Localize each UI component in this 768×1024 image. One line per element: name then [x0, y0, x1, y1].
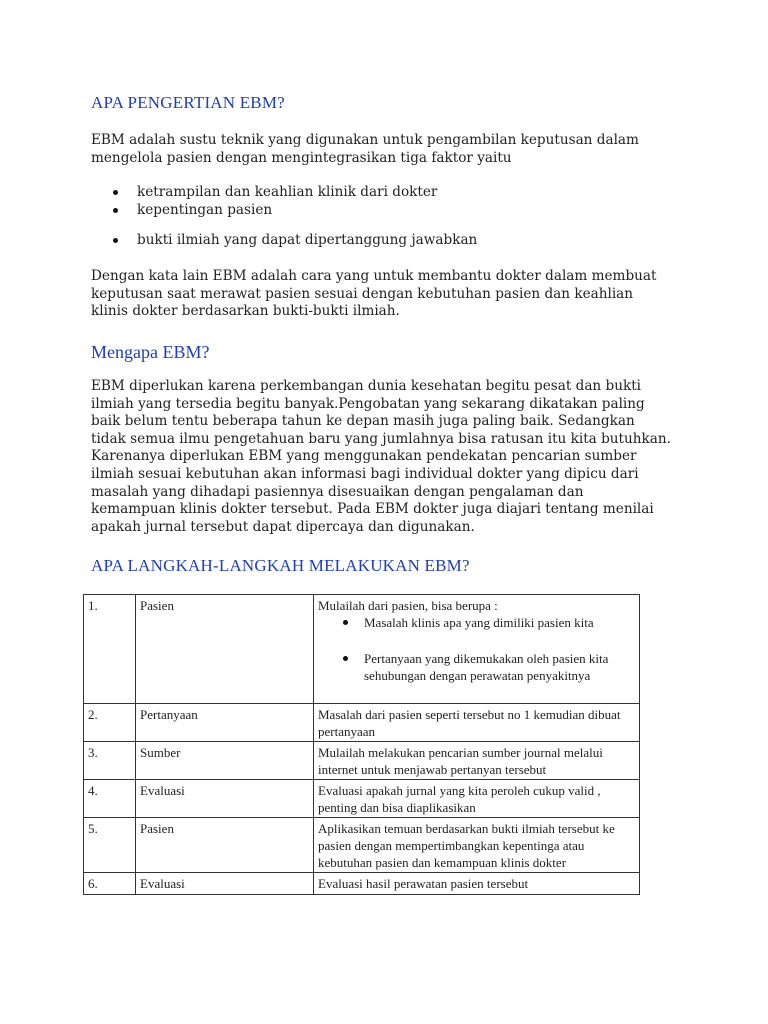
table-row — [84, 780, 640, 818]
intro-paragraph: EBM adalah sustu teknik yang digunakan untuk pengambilan keputusan dalam mengelola pasien dengan mengintegrasikan tiga faktor yaitu — [91, 132, 639, 166]
table-row — [84, 595, 640, 704]
heading-pengertian: APA PENGERTIAN EBM? — [91, 93, 285, 112]
bullet-icon — [113, 208, 118, 213]
step-description: Mulailah dari pasien, bisa berupa : Masalah klinis apa yang dimiliki pasien kita Pertanyaan yang dikemukakan oleh pasien kita sehubungan dengan perawatan penyakitnya — [314, 595, 640, 704]
step-name: Pasien — [136, 818, 314, 873]
bullet-icon — [113, 190, 118, 195]
summary-paragraph: Dengan kata lain EBM adalah cara yang untuk membantu dokter dalam membuat keputusan saat merawat pasien sesuai dengan kebutuhan pasien dan keahlian klinis dokter berdasarkan bukti-bukti ilmiah. — [91, 268, 657, 320]
step-name: Sumber — [136, 742, 314, 780]
heading-langkah: APA LANGKAH-LANGKAH MELAKUKAN EBM? — [91, 556, 470, 575]
step-description: Evaluasi hasil perawatan pasien tersebut — [314, 873, 640, 895]
table-row — [84, 742, 640, 780]
list-item: kepentingan pasien — [91, 201, 477, 219]
bullet-icon — [343, 656, 348, 661]
step-name: Pasien — [136, 595, 314, 704]
step-name: Evaluasi — [136, 873, 314, 895]
list-item: Masalah klinis apa yang dimiliki pasien kita — [318, 614, 636, 631]
step-description: Masalah dari pasien seperti tersebut no 1 kemudian dibuat pertanyaan — [314, 704, 640, 742]
steps-table — [83, 594, 640, 895]
step-description: Mulailah melakukan pencarian sumber journal melalui internet untuk menjawab pertanyan tersebut — [314, 742, 640, 780]
step-description: Aplikasikan temuan berdasarkan bukti ilmiah tersebut ke pasien dengan mempertimbangkan kepentinga atau kebutuhan pasien dan kemampuan klinis dokter — [314, 818, 640, 873]
list-item: ketrampilan dan keahlian klinik dari dokter — [91, 183, 477, 201]
step-number: 4. — [84, 780, 136, 818]
step-description: Evaluasi apakah jurnal yang kita peroleh cukup valid , penting dan bisa diaplikasikan — [314, 780, 640, 818]
step-name: Evaluasi — [136, 780, 314, 818]
table-row — [84, 818, 640, 873]
factor-list — [91, 183, 477, 249]
step-number: 3. — [84, 742, 136, 780]
step-number: 2. — [84, 704, 136, 742]
step-number: 1. — [84, 595, 136, 704]
mengapa-paragraph: EBM diperlukan karena perkembangan dunia kesehatan begitu pesat dan bukti ilmiah yang tersedia begitu banyak.Pengobatan yang sekarang dikatakan paling baik belum tentu beberapa tahun ke depan masih juga paling baik. Sedangkan tidak semua ilmu pengetahuan baru yang jumlahnya bisa ratusan itu kita butuhkan. Karenanya diperlukan EBM yang menggunakan pendekatan pencarian sumber ilmiah sesuai kebutuhan akan informasi bagi individual dokter yang dipicu dari masalah yang dihadapi pasiennya disesuaikan dengan pengalaman dan kemampuan klinis dokter tersebut. Pada EBM dokter juga diajari tentang menilai apakah jurnal tersebut dapat dipercaya dan digunakan. — [91, 378, 671, 535]
heading-mengapa: Mengapa EBM? — [91, 342, 210, 362]
bullet-icon — [343, 620, 348, 625]
step-name: Pertanyaan — [136, 704, 314, 742]
table-row — [84, 873, 640, 895]
step-number: 5. — [84, 818, 136, 873]
table-row — [84, 704, 640, 742]
step-number: 6. — [84, 873, 136, 895]
list-item: Pertanyaan yang dikemukakan oleh pasien kita sehubungan dengan perawatan penyakitnya — [318, 650, 636, 684]
list-item: bukti ilmiah yang dapat dipertanggung jawabkan — [91, 231, 477, 249]
bullet-icon — [113, 238, 118, 243]
step-sublist — [318, 614, 636, 684]
